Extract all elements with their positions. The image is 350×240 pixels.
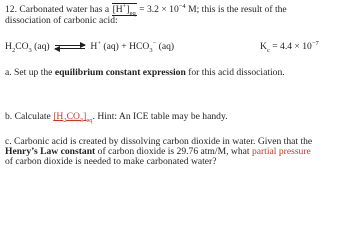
equilibrium-constant: $K_c = 4.4 \times 10^{-7}$	[260, 39, 319, 54]
part-a-question: a. Set up the equilibrium constant expression for this acid dissociation.	[5, 67, 285, 78]
partial-pressure-term: partial pressure	[251, 146, 311, 157]
part-b-question: b. Calculate $[H_2CO_3]_{eq}$. Hint: An ICE table may be handy.	[5, 111, 228, 124]
equation-products: H+ $(aq) + HCO_3^-$ (aq)	[90, 39, 175, 54]
carbonic-acid-concentration: $[H_2CO_3]_{eq}$	[53, 111, 93, 124]
part-c-line-3: of carbon dioxide is needed to make carbonated water?	[5, 156, 217, 167]
hydrogen-concentration: $[H^+]_{eq}$	[112, 2, 136, 17]
problem-number: 12.	[5, 4, 17, 15]
equilibrium-arrow-icon	[55, 43, 85, 51]
concentration-value: = 3.2 × 10	[136, 4, 179, 15]
concentration-unit-text: M; this is the result of the	[185, 4, 287, 15]
problem-intro-text: Carbonated water has a	[19, 4, 110, 15]
part-c-line-2: Henry’s Law constant of carbon dioxide is 29.76 atm/M, what partial pressure	[5, 146, 311, 157]
dissociation-equation	[5, 41, 174, 52]
part-a-emphasis: equilibrium constant expression	[54, 67, 186, 78]
henrys-law-term: Henry’s Law constant	[5, 146, 96, 157]
part-c-line-1: c. Carbonic acid is created by dissolving carbon dioxide in water. Given that the	[5, 136, 313, 147]
problem-intro-line	[5, 4, 287, 15]
problem-intro-line-2: dissociation of carbonic acid:	[5, 15, 118, 26]
concentration-exponent: −4	[178, 2, 186, 10]
equation-reactant: $H_2CO_3$ (aq)	[5, 41, 50, 54]
